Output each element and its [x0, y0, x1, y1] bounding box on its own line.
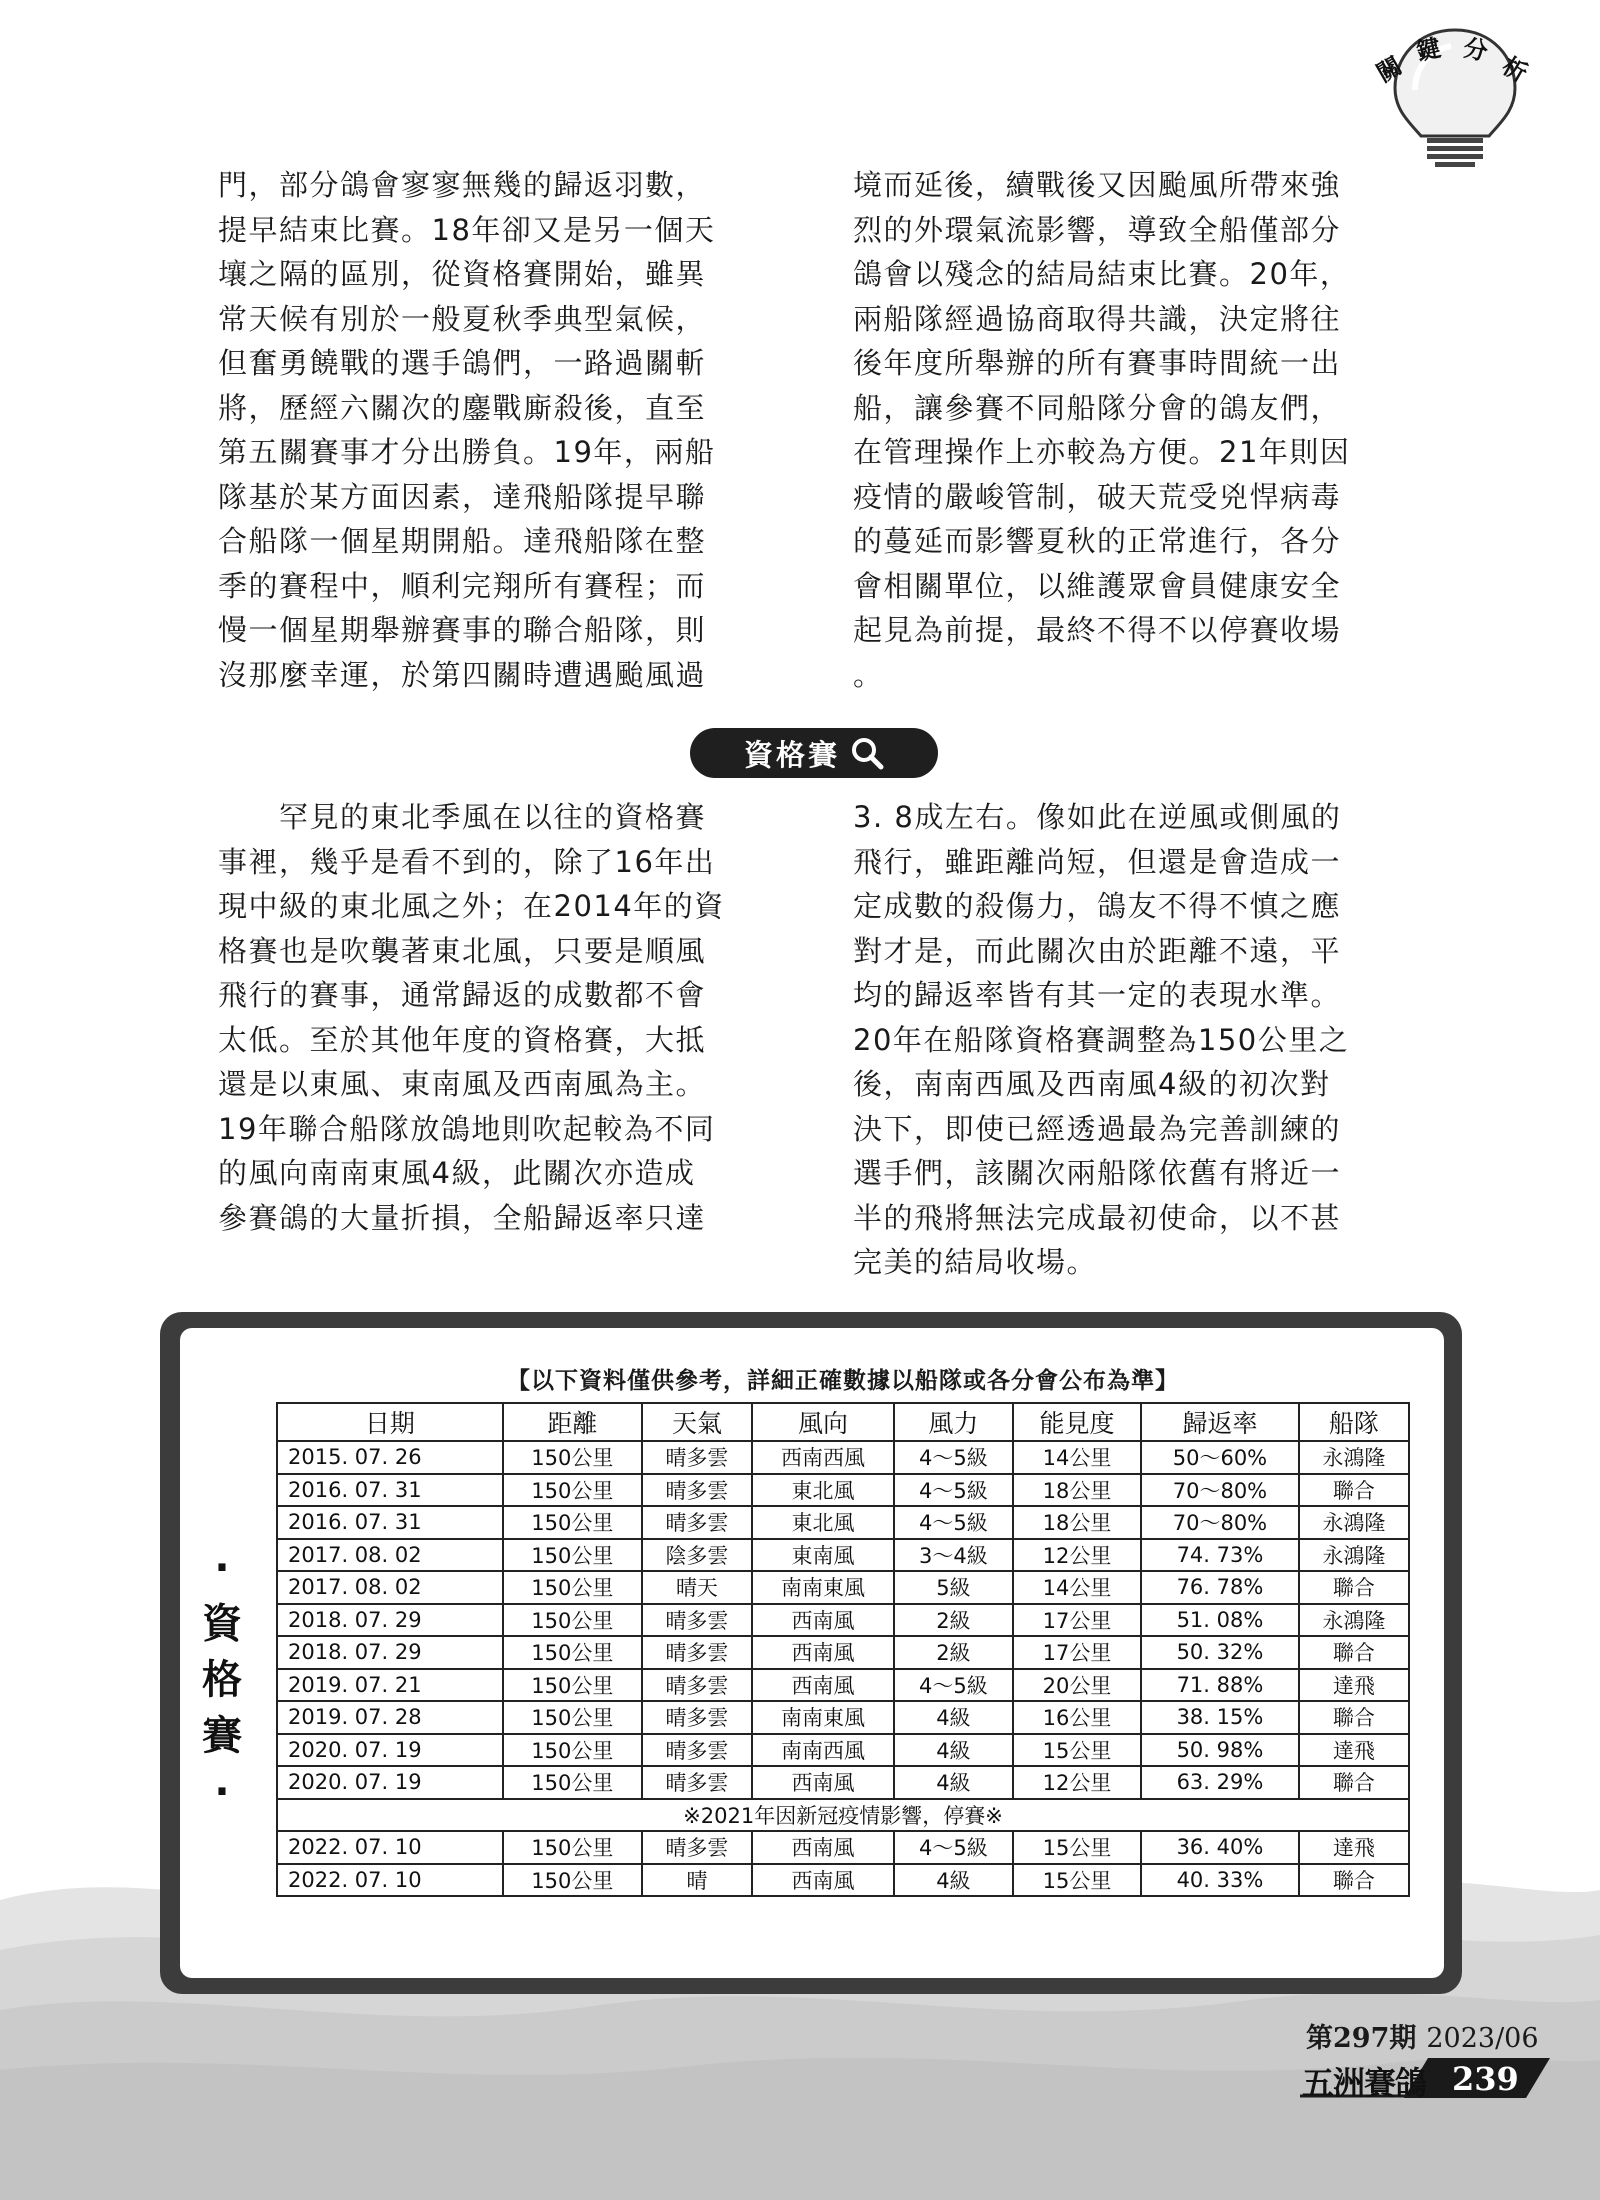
table-cell: 36. 40%: [1141, 1831, 1299, 1864]
table-cell: 2018. 07. 29: [277, 1604, 503, 1637]
table-cell: 17公里: [1013, 1636, 1141, 1669]
table-cell: 76. 78%: [1141, 1571, 1299, 1604]
table-cell: 150公里: [503, 1604, 642, 1637]
table-cell: 2016. 07. 31: [277, 1474, 503, 1507]
table-cell: 晴多雲: [642, 1604, 752, 1637]
table-cell: 12公里: [1013, 1766, 1141, 1799]
table-cell: 晴多雲: [642, 1474, 752, 1507]
text-line: 船，讓參賽不同船隊分會的鴿友們，: [853, 390, 1342, 425]
table-side-label: [200, 1540, 244, 1820]
table-cell: 晴多雲: [642, 1766, 752, 1799]
text-line: 太低。至於其他年度的資格賽，大抵: [218, 1022, 707, 1057]
table-cell: 2017. 08. 02: [277, 1539, 503, 1572]
text-line: 後年度所舉辦的所有賽事時間統一出: [853, 346, 1342, 380]
text-line: 的蔓延而影響夏秋的正常進行，各分: [853, 524, 1342, 558]
text-line: 飛行，雖距離尚短，但還是會造成一: [853, 844, 1342, 879]
table-cell: 晴天: [642, 1571, 752, 1604]
table-cell: 達飛: [1299, 1734, 1409, 1767]
side-label-char: 資: [202, 1601, 242, 1647]
text-line: 3. 8成左右。像如此在逆風或側風的: [853, 800, 1342, 834]
table-cell: 15公里: [1013, 1831, 1141, 1864]
table-cell: 2017. 08. 02: [277, 1571, 503, 1604]
table-disclaimer: 【以下資料僅供參考，詳細正確數據以船隊或各分會公布為準】: [507, 1368, 1179, 1394]
text-line: 的風向南南東風4級，此關次亦造成: [218, 1156, 696, 1190]
table-cell: 2019. 07. 21: [277, 1669, 503, 1702]
table-cell: 2020. 07. 19: [277, 1734, 503, 1767]
table-cell: 2020. 07. 19: [277, 1766, 503, 1799]
table-cell: 永鴻隆: [1299, 1604, 1409, 1637]
text-line: 飛行的賽事，通常歸返的成數都不會: [218, 978, 707, 1012]
table-cell: 聯合: [1299, 1571, 1409, 1604]
text-line: 20年在船隊資格賽調整為150公里之: [853, 1022, 1350, 1057]
table-row: [277, 1831, 1409, 1864]
table-cell: 150公里: [503, 1766, 642, 1799]
article-column-top-left: [218, 163, 778, 697]
text-line: 第五關賽事才分出勝負。19年，兩船: [218, 435, 716, 469]
table-cell: 晴多雲: [642, 1441, 752, 1474]
text-line: 後，南南西風及西南風4級的初次對: [853, 1067, 1331, 1101]
table-cell: 4～5級: [894, 1506, 1013, 1539]
search-icon: [850, 736, 884, 770]
logo-char: 關: [1371, 51, 1407, 88]
table-cell: 14公里: [1013, 1441, 1141, 1474]
text-line: 隊基於某方面因素，達飛船隊提早聯: [218, 479, 707, 514]
text-line: 慢一個星期舉辦賽事的聯合船隊，則: [218, 613, 707, 647]
table-cell: 18公里: [1013, 1506, 1141, 1539]
table-cell: 西南風: [752, 1669, 894, 1702]
table-cell: 西南西風: [752, 1441, 894, 1474]
table-cell: 16公里: [1013, 1701, 1141, 1734]
table-cell: 70～80%: [1141, 1474, 1299, 1507]
table-cell: 70～80%: [1141, 1506, 1299, 1539]
logo-char: 分: [1460, 33, 1491, 67]
text-line: 疫情的嚴峻管制，破天荒受兇悍病毒: [853, 479, 1342, 514]
text-line: 壤之隔的區別，從資格賽開始，雖異: [218, 257, 707, 291]
table-cell: 150公里: [503, 1669, 642, 1702]
table-cell: 2019. 07. 28: [277, 1701, 503, 1734]
text-line: 選手們，該關次兩船隊依舊有將近一: [853, 1156, 1342, 1190]
table-row: [277, 1506, 1409, 1539]
table-cell: 74. 73%: [1141, 1539, 1299, 1572]
text-line: 季的賽程中，順利完翔所有賽程；而: [218, 568, 707, 603]
table-cell: 永鴻隆: [1299, 1539, 1409, 1572]
text-line: 門，部分鴿會寥寥無幾的歸返羽數，: [218, 168, 707, 202]
table-cell: 150公里: [503, 1864, 642, 1897]
table-cell: 聯合: [1299, 1636, 1409, 1669]
text-line: 事裡，幾乎是看不到的，除了16年出: [218, 844, 716, 879]
table-cell: 東南風: [752, 1539, 894, 1572]
table-cell: 達飛: [1299, 1831, 1409, 1864]
text-line: 參賽鴿的大量折損，全船歸返率只達: [218, 1200, 707, 1235]
table-cell: 20公里: [1013, 1669, 1141, 1702]
table-row: [277, 1539, 1409, 1572]
column-header: 風力: [894, 1403, 1013, 1441]
qualifier-race-table: [276, 1402, 1410, 1897]
table-cell: 50. 32%: [1141, 1636, 1299, 1669]
table-cell: 晴多雲: [642, 1831, 752, 1864]
table-cell: 15公里: [1013, 1864, 1141, 1897]
table-cell: 西南風: [752, 1831, 894, 1864]
table-cell: 西南風: [752, 1604, 894, 1637]
table-row: [277, 1669, 1409, 1702]
table-row: [277, 1701, 1409, 1734]
issue-number: 第297期: [1306, 2023, 1417, 2054]
issue-date: 2023/06: [1426, 2023, 1539, 2054]
text-line: 均的歸返率皆有其一定的表現水準。: [853, 978, 1342, 1012]
table-cell: 2022. 07. 10: [277, 1864, 503, 1897]
column-header: 天氣: [642, 1403, 752, 1441]
side-label-char: 格: [202, 1657, 242, 1703]
table-cell: 西南風: [752, 1864, 894, 1897]
column-header: 距離: [503, 1403, 642, 1441]
text-line: 常天候有別於一般夏秋季典型氣候，: [218, 301, 707, 336]
column-header: 風向: [752, 1403, 894, 1441]
table-cell: 18公里: [1013, 1474, 1141, 1507]
table-cell: 4級: [894, 1734, 1013, 1767]
text-line: 沒那麼幸運，於第四關時遭遇颱風過: [218, 657, 707, 692]
table-cell: 南南東風: [752, 1701, 894, 1734]
table-cell: 51. 08%: [1141, 1604, 1299, 1637]
table-cell: 50. 98%: [1141, 1734, 1299, 1767]
table-cell: 17公里: [1013, 1604, 1141, 1637]
text-line: 在管理操作上亦較為方便。21年則因: [853, 435, 1351, 469]
table-row: [277, 1636, 1409, 1669]
logo-char: 鍵: [1413, 33, 1444, 67]
table-cell: 150公里: [503, 1539, 642, 1572]
article-column-bottom-right: [853, 795, 1413, 1285]
text-line: 完美的結局收場。: [853, 1245, 1098, 1279]
table-cell: 東北風: [752, 1474, 894, 1507]
column-header: 歸返率: [1141, 1403, 1299, 1441]
header-logo-text: [1371, 22, 1542, 88]
table-row: [277, 1734, 1409, 1767]
text-line: 19年聯合船隊放鴿地則吹起較為不同: [218, 1111, 716, 1146]
table-cell: 晴多雲: [642, 1734, 752, 1767]
table-cell: 西南風: [752, 1636, 894, 1669]
table-cell: 40. 33%: [1141, 1864, 1299, 1897]
table-cell: 150公里: [503, 1441, 642, 1474]
text-line: 鴿會以殘念的結局結束比賽。20年，: [853, 257, 1351, 291]
table-row: [277, 1571, 1409, 1604]
table-cell: 聯合: [1299, 1701, 1409, 1734]
text-line: 格賽也是吹襲著東北風，只要是順風: [218, 933, 707, 968]
text-line: 對才是，而此關次由於距離不遠，平: [853, 933, 1342, 968]
section-title: 資格賽: [743, 737, 840, 772]
table-cell: 2018. 07. 29: [277, 1636, 503, 1669]
table-cell: 4級: [894, 1701, 1013, 1734]
table-row: [277, 1441, 1409, 1474]
table-cell: 晴多雲: [642, 1636, 752, 1669]
table-cell: 63. 29%: [1141, 1766, 1299, 1799]
table-cell: 150公里: [503, 1831, 642, 1864]
table-cell: 150公里: [503, 1734, 642, 1767]
text-line: 罕見的東北季風在以往的資格賽: [218, 800, 707, 834]
text-line: 但奮勇饒戰的選手鴿們，一路過關斬: [218, 346, 707, 380]
table-cell: 晴多雲: [642, 1669, 752, 1702]
table-cell: 4級: [894, 1864, 1013, 1897]
text-line: 還是以東風、東南風及西南風為主。: [218, 1067, 707, 1101]
table-cell: 聯合: [1299, 1766, 1409, 1799]
table-cell: 14公里: [1013, 1571, 1141, 1604]
table-cell: 4～5級: [894, 1441, 1013, 1474]
table-row: [277, 1604, 1409, 1637]
text-line: 決下，即使已經透過最為完善訓練的: [853, 1111, 1342, 1146]
text-line: 境而延後，續戰後又因颱風所帶來強: [853, 168, 1342, 202]
table-cell: 150公里: [503, 1701, 642, 1734]
table-cell: 永鴻隆: [1299, 1506, 1409, 1539]
table-cell: 4～5級: [894, 1669, 1013, 1702]
table-cell: 聯合: [1299, 1864, 1409, 1897]
table-cell: 2022. 07. 10: [277, 1831, 503, 1864]
text-line: 兩船隊經過協商取得共識，決定將往: [853, 301, 1342, 336]
suspension-note: ※2021年因新冠疫情影響，停賽※: [277, 1799, 1409, 1832]
table-row: [277, 1864, 1409, 1897]
table-cell: 150公里: [503, 1506, 642, 1539]
table-cell: 12公里: [1013, 1539, 1141, 1572]
table-cell: 71. 88%: [1141, 1669, 1299, 1702]
table-cell: 西南風: [752, 1766, 894, 1799]
side-label-char: ·: [214, 1545, 230, 1591]
table-cell: 15公里: [1013, 1734, 1141, 1767]
column-header: 船隊: [1299, 1403, 1409, 1441]
table-cell: 150公里: [503, 1571, 642, 1604]
table-cell: 4～5級: [894, 1474, 1013, 1507]
text-line: 提早結束比賽。18年卻又是另一個天: [218, 212, 716, 247]
table-cell: 50～60%: [1141, 1441, 1299, 1474]
text-line: 半的飛將無法完成最初使命，以不甚: [853, 1200, 1342, 1235]
table-cell: 150公里: [503, 1636, 642, 1669]
table-cell: 達飛: [1299, 1669, 1409, 1702]
side-label-char: 賽: [202, 1713, 242, 1759]
table-cell: 東北風: [752, 1506, 894, 1539]
text-line: 烈的外環氣流影響，導致全船僅部分: [853, 212, 1342, 247]
text-line: 會相關單位，以維護眾會員健康安全: [853, 568, 1342, 603]
article-column-bottom-left: [218, 795, 778, 1240]
table-note-row: [277, 1799, 1409, 1832]
table-cell: 2015. 07. 26: [277, 1441, 503, 1474]
table-cell: 2級: [894, 1636, 1013, 1669]
page-number: 239: [1452, 2060, 1519, 2098]
table-cell: 晴多雲: [642, 1506, 752, 1539]
table-cell: 4～5級: [894, 1831, 1013, 1864]
logo-char: 析: [1497, 51, 1533, 88]
text-line: 將，歷經六關次的鏖戰廝殺後，直至: [218, 390, 707, 425]
table-cell: 南南西風: [752, 1734, 894, 1767]
table-cell: 5級: [894, 1571, 1013, 1604]
issue-info: [1306, 2016, 1539, 2055]
text-line: 。: [853, 657, 884, 692]
table-cell: 南南東風: [752, 1571, 894, 1604]
column-header: 日期: [277, 1403, 503, 1441]
table-cell: 150公里: [503, 1474, 642, 1507]
table-cell: 4級: [894, 1766, 1013, 1799]
table-cell: 晴: [642, 1864, 752, 1897]
table-cell: 晴多雲: [642, 1701, 752, 1734]
section-header: [690, 728, 938, 778]
table-cell: 陰多雲: [642, 1539, 752, 1572]
side-label-char: ·: [214, 1769, 230, 1815]
magazine-brand: 五洲賽鴿: [1302, 2064, 1427, 2102]
text-line: 起見為前提，最終不得不以停賽收場: [853, 613, 1342, 647]
table-header-row: [277, 1403, 1409, 1441]
column-header: 能見度: [1013, 1403, 1141, 1441]
table-cell: 永鴻隆: [1299, 1441, 1409, 1474]
text-line: 定成數的殺傷力，鴿友不得不慎之應: [853, 889, 1342, 923]
text-line: 合船隊一個星期開船。達飛船隊在整: [218, 524, 707, 558]
table-cell: 38. 15%: [1141, 1701, 1299, 1734]
table-row: [277, 1474, 1409, 1507]
table-cell: 聯合: [1299, 1474, 1409, 1507]
text-line: 現中級的東北風之外；在2014年的資: [218, 889, 725, 923]
table-cell: 2級: [894, 1604, 1013, 1637]
table-cell: 3～4級: [894, 1539, 1013, 1572]
table-cell: 2016. 07. 31: [277, 1506, 503, 1539]
article-column-top-right: [853, 163, 1413, 697]
table-row: [277, 1766, 1409, 1799]
